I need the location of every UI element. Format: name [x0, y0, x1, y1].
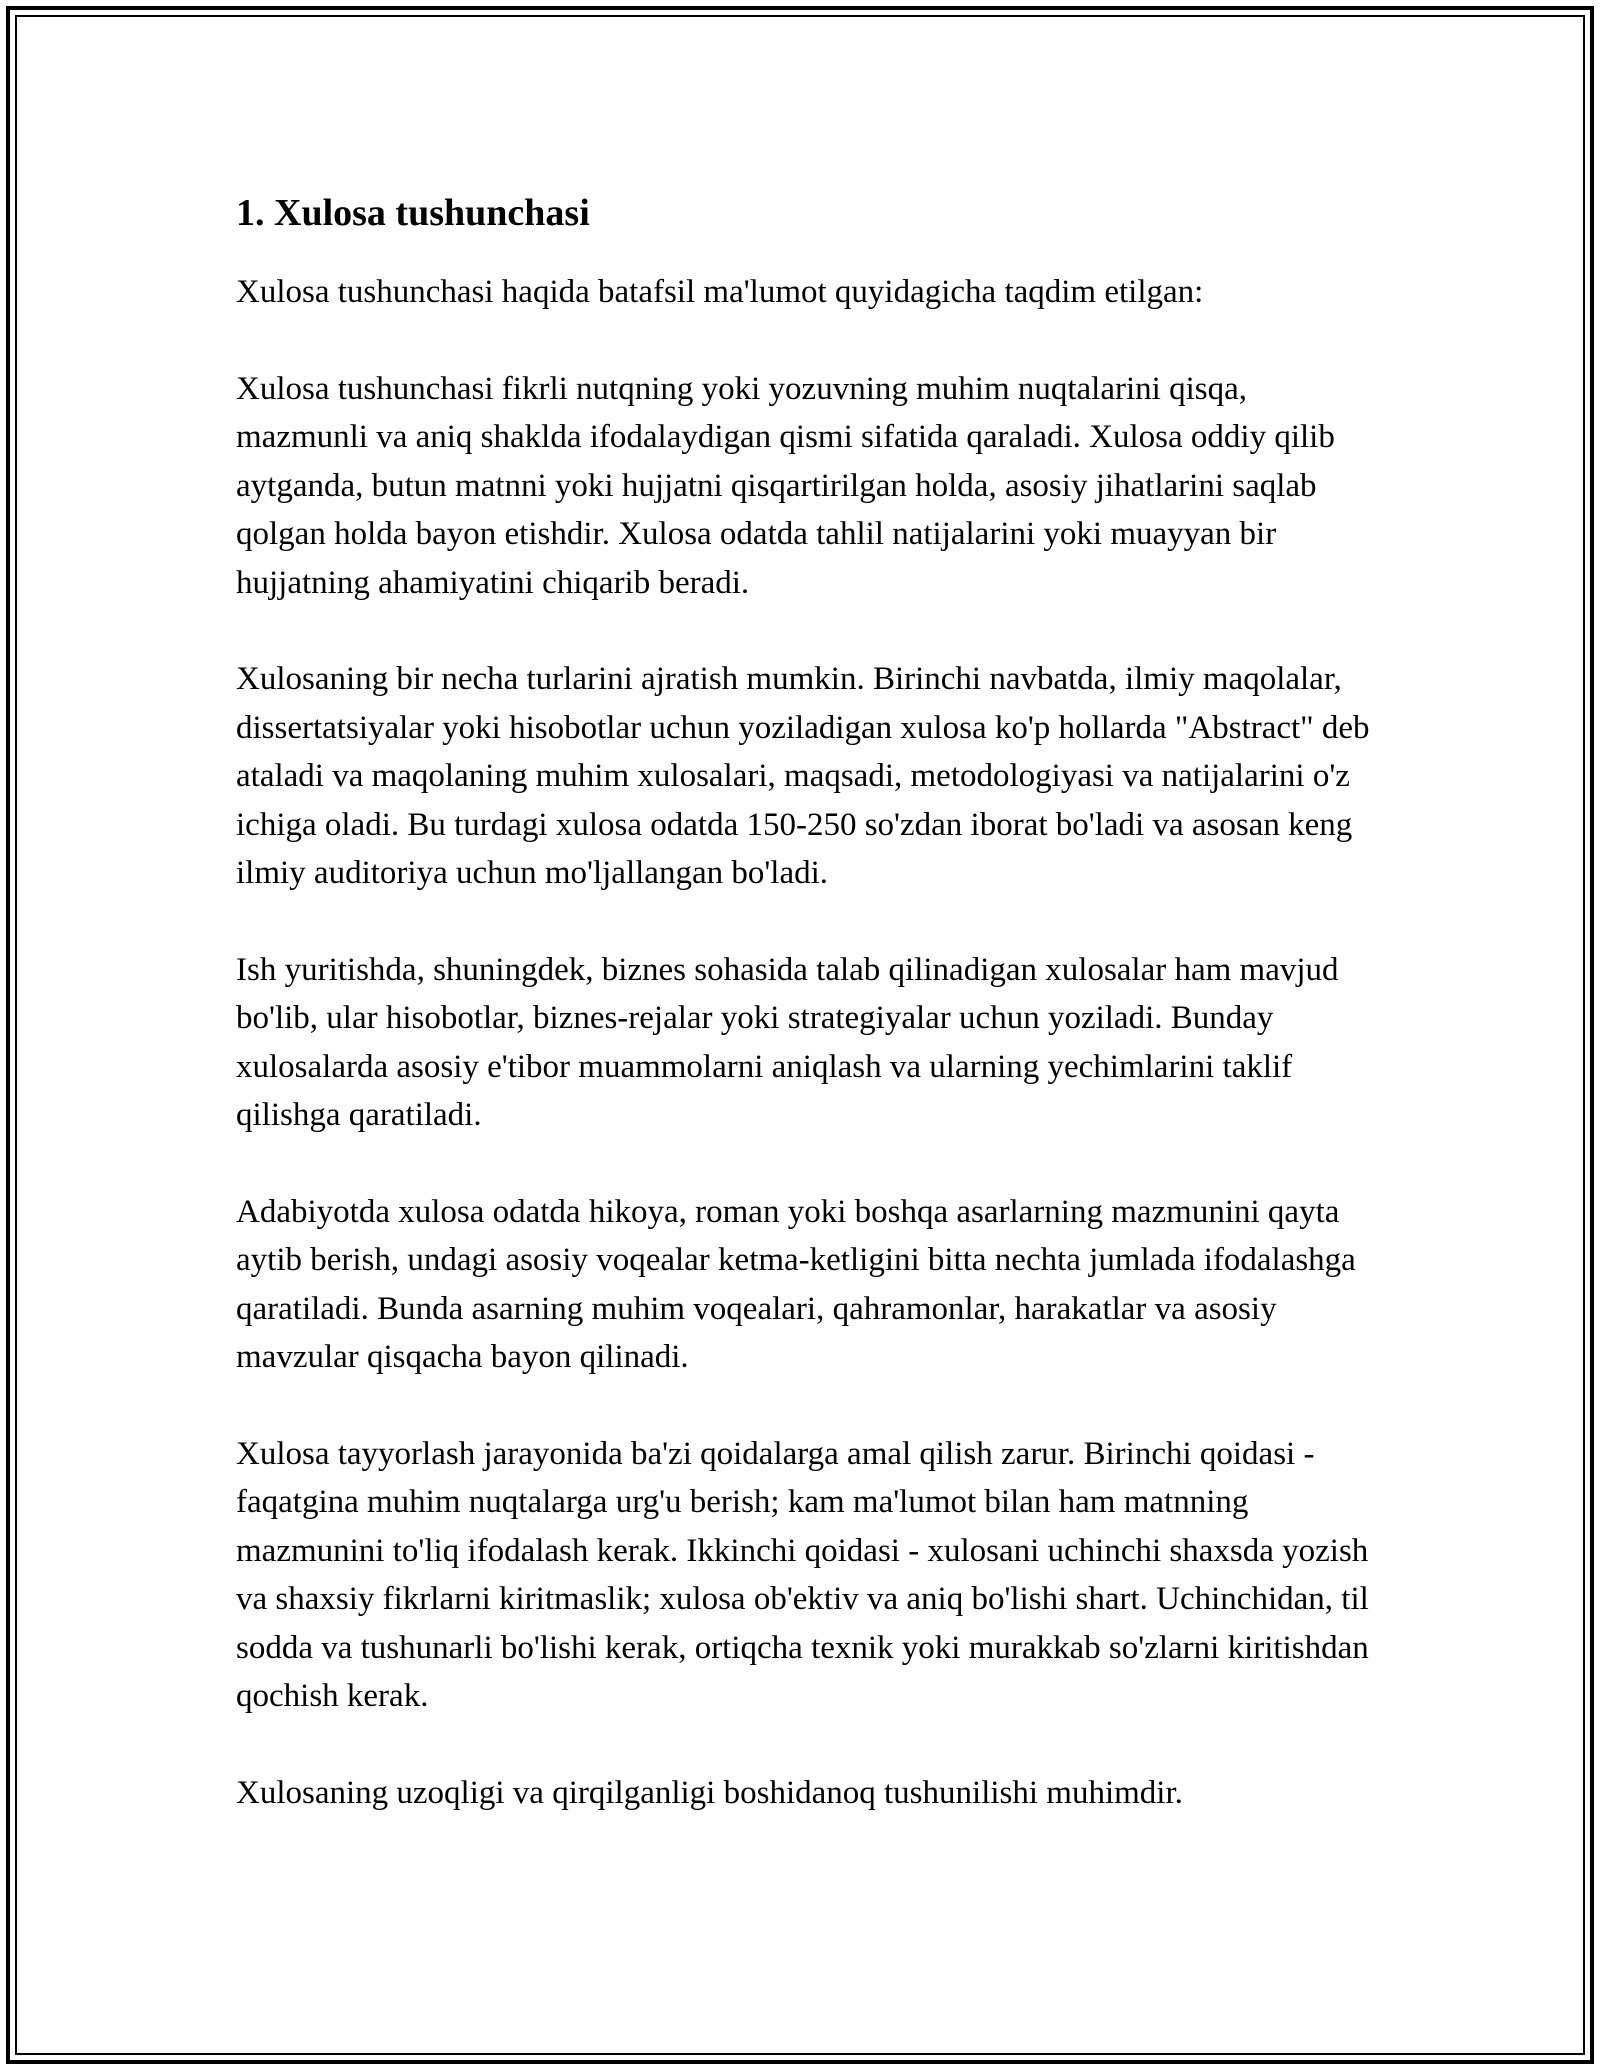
paragraph-closing: Xulosaning uzoqligi va qirqilganligi boshidanoq tushunilishi muhimdir.	[236, 1774, 1183, 1811]
paragraph-business: Ish yuritishda, shuningdek, biznes sohasida talab qilinadigan xulosalar ham mavjud bo'lib, ular hisobotlar, biznes-rejalar yoki strategiyalar uchun yoziladi. Bunday xulosalarda asosiy e'tibor muammolarni aniqlash va ularning yechimlarini taklif qilishga qaratiladi.	[236, 951, 1339, 1133]
paragraph-literature: Adabiyotda xulosa odatda hikoya, roman yoki boshqa asarlarning mazmunini qayta aytib berish, undagi asosiy voqealar ketma-ketligini bitta nechta jumlada ifodalashga qaratiladi. Bunda asarning muhim voqealari, qahramonlar, harakatlar va asosiy mavzular qisqacha bayon qilinadi.	[236, 1193, 1356, 1375]
paragraph-rules: Xulosa tayyorlash jarayonida ba'zi qoidalarga amal qilish zarur. Birinchi qoidasi - faqatgina muhim nuqtalarga urg'u berish; kam ma'lumot bilan ham matnning mazmunini to'liq ifodalash kerak. Ikkinchi qoidasi - xulosani uchinchi shaxsda yozish va shaxsiy fikrlarni kiritmaslik; xulosa ob'ektiv va aniq bo'lishi shart. Uchinchidan, til sodda va tushunarli bo'lishi kerak, ortiqcha texnik yoki murakkab so'zlarni kiritishdan qochish kerak.	[236, 1435, 1369, 1714]
paragraph-types: Xulosaning bir necha turlarini ajratish mumkin. Birinchi navbatda, ilmiy maqolalar, dissertatsiyalar yoki hisobotlar uchun yoziladigan xulosa ko'p hollarda "Abstract" deb ataladi va maqolaning muhim xulosalari, maqsadi, metodologiyasi va natijalarini o'z ichiga oladi. Bu turdagi xulosa odatda 150-250 so'zdan iborat bo'ladi va asosan keng ilmiy auditoriya uchun mo'ljallangan bo'ladi.	[236, 661, 1370, 891]
paragraph-definition: Xulosa tushunchasi fikrli nutqning yoki yozuvning muhim nuqtalarini qisqa, mazmunli va aniq shakldа ifodalaydigan qismi sifatida qaraladi. Xulosa oddiy qilib aytganda, butun matnni yoki hujjatni qisqartirilgan holda, asosiy jihatlarini saqlab qolgan holda bayon etishdir. Xulosa odatda tahlil natijalarini yoki muayyan bir hujjatning ahamiyatini chiqarib beradi.	[236, 370, 1335, 601]
document-body	[236, 186, 1386, 1817]
section-heading: 1. Xulosa tushunchasi	[236, 192, 590, 234]
intro-paragraph: Xulosa tushunchasi haqida batafsil ma'lumot quyidagicha taqdim etilgan:	[236, 274, 1204, 310]
